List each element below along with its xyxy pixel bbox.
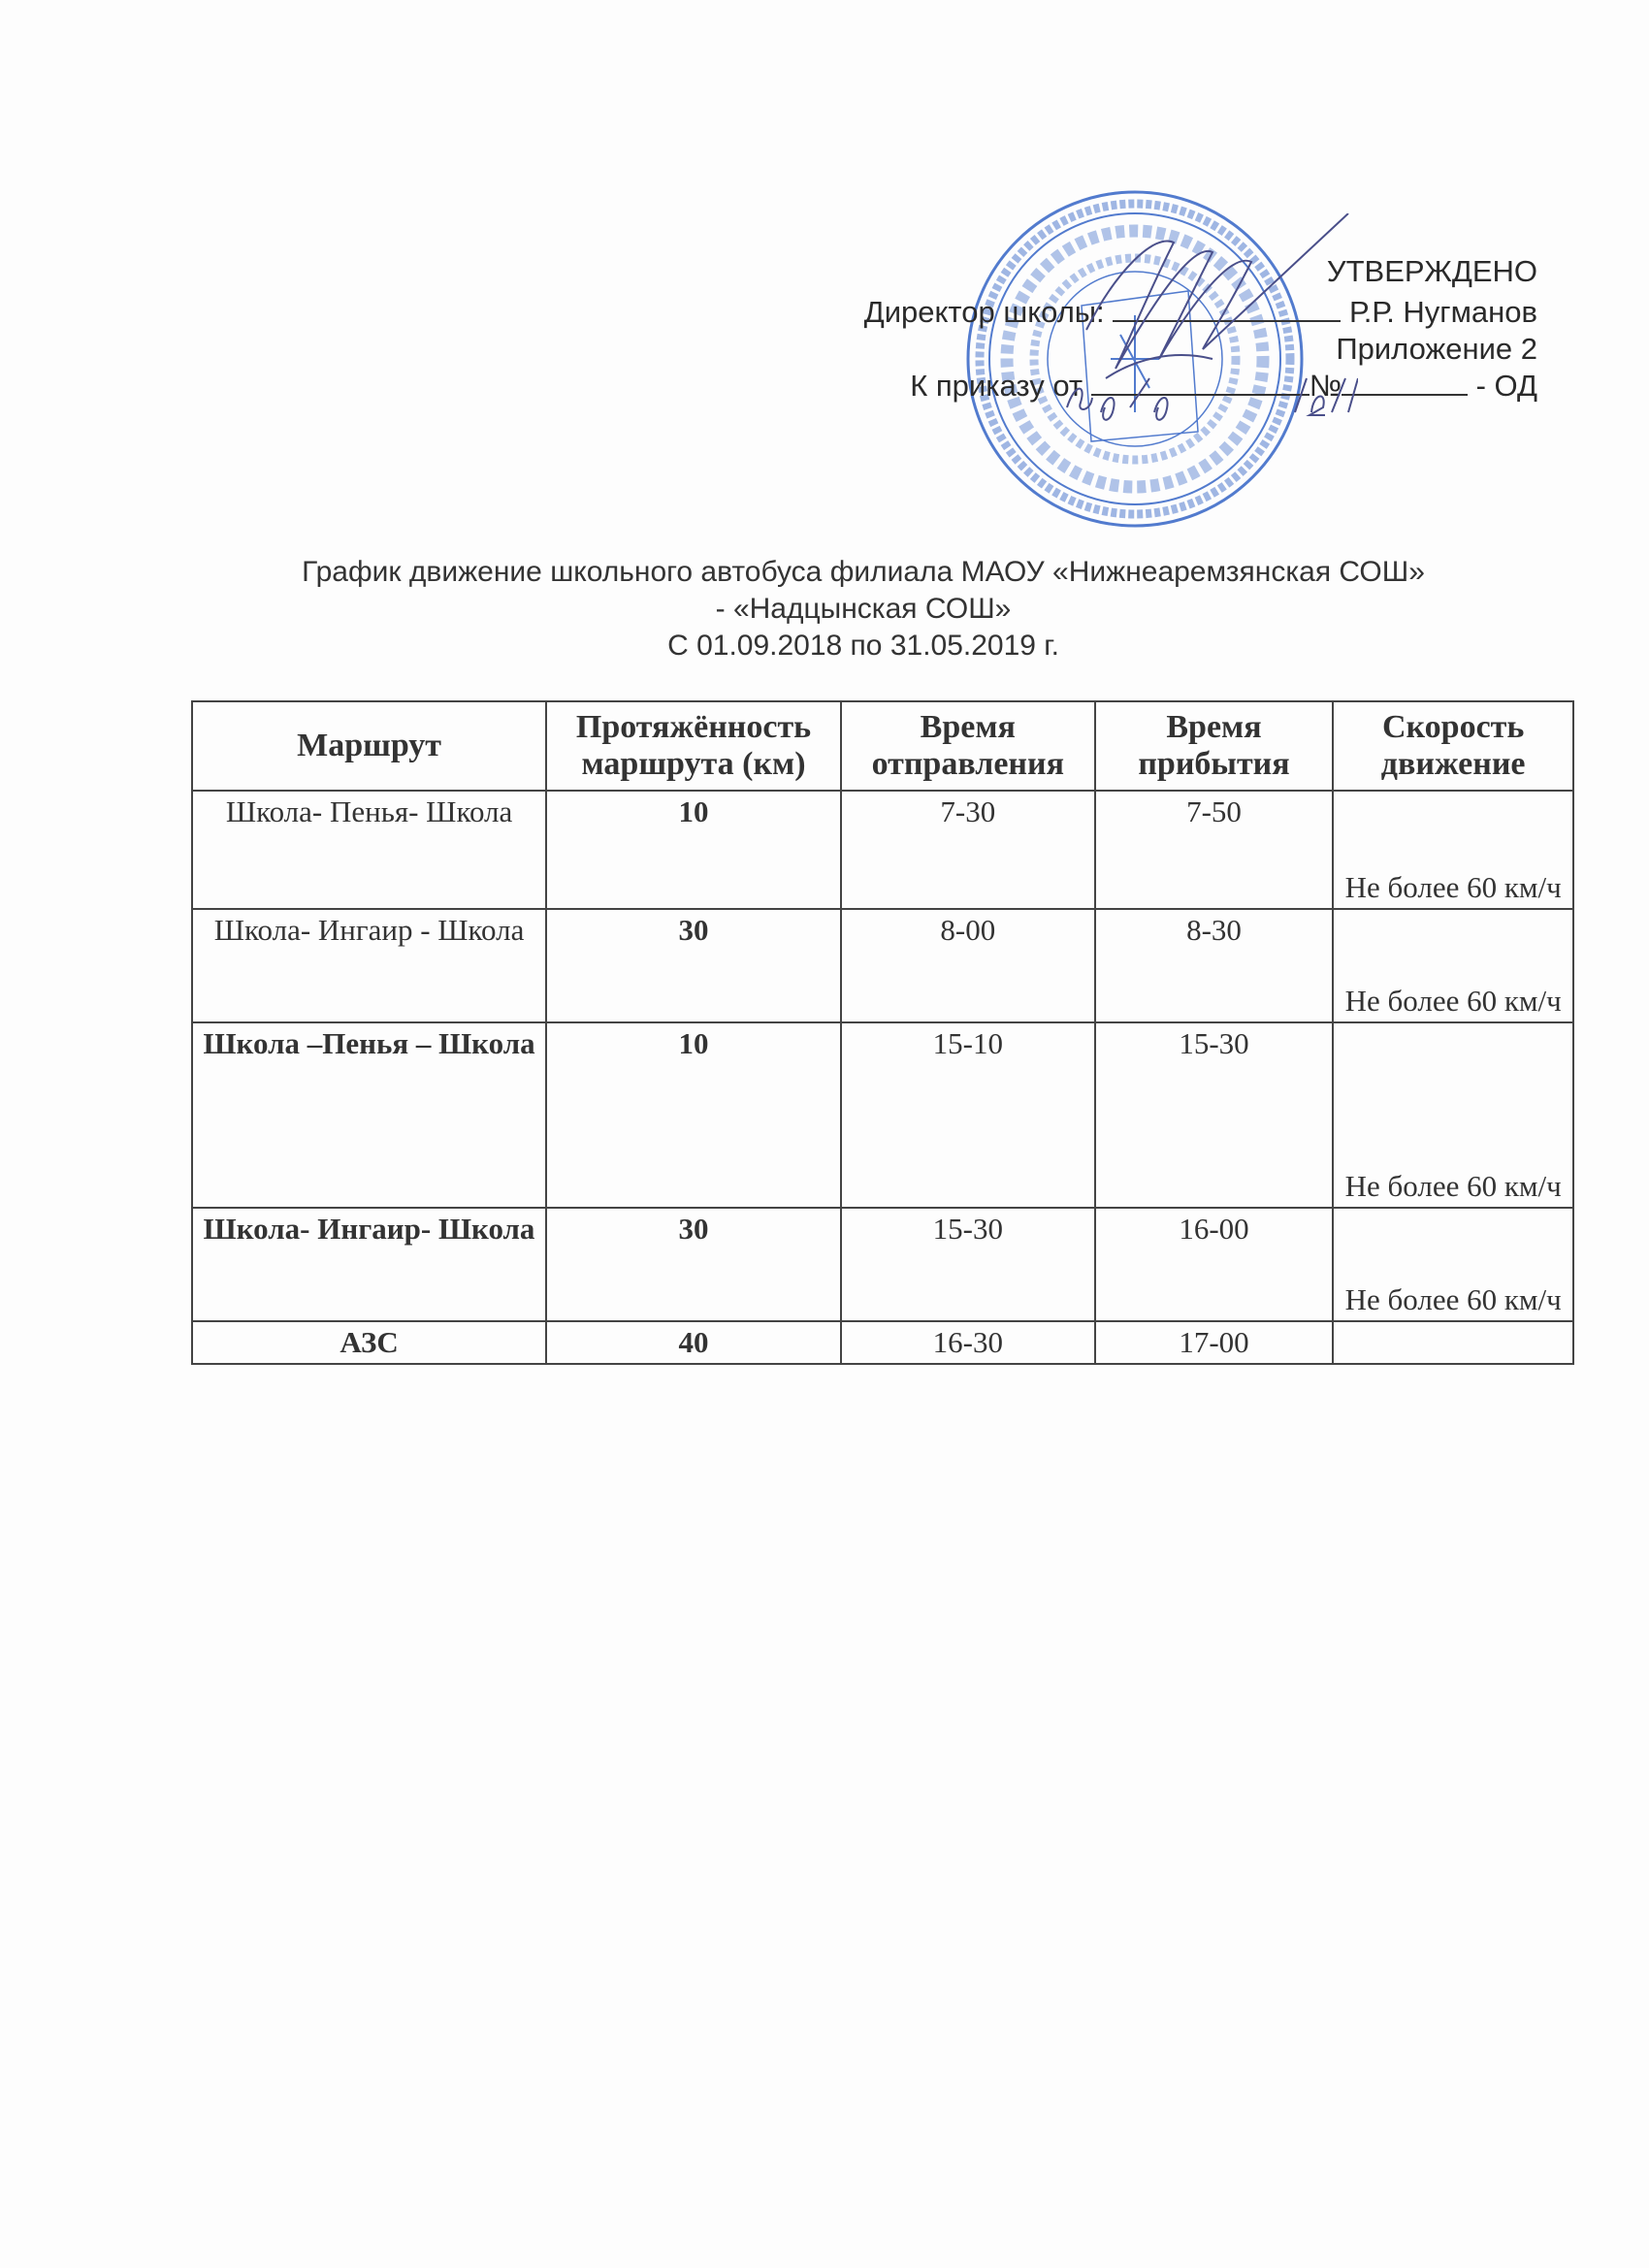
header-speed: Скорость движение [1333,701,1573,791]
speed-cell: Не более 60 км/ч [1333,1022,1573,1208]
table-header-row [192,701,1573,791]
route-cell: Школа- Пенья- Школа [192,791,546,909]
title-line-1: График движение школьного автобуса филиала МАОУ «Нижнеаремзянская СОШ» [302,556,1425,588]
arrival-cell: 16-00 [1095,1208,1334,1321]
route-cell: АЗС [192,1321,546,1364]
departure-cell: 15-30 [841,1208,1095,1321]
table-row [192,1022,1573,1208]
table-row [192,1208,1573,1321]
header-departure: Время отправления [841,701,1095,791]
arrival-cell: 15-30 [1095,1022,1334,1208]
title-line-3: С 01.09.2018 по 31.05.2019 г. [667,630,1059,662]
departure-cell: 16-30 [841,1321,1095,1364]
header-arrival: Время прибытия [1095,701,1334,791]
route-cell: Школа- Ингаир - Школа [192,909,546,1022]
route-cell: Школа –Пенья – Школа [192,1022,546,1208]
length-cell: 40 [546,1321,841,1364]
director-label: Директор школы: [863,295,1105,329]
table-row [192,909,1573,1022]
table-row [192,1321,1573,1364]
handwritten-signature [1048,213,1358,446]
route-cell: Школа- Ингаир- Школа [192,1208,546,1321]
header-route: Маршрут [192,701,546,791]
table-row [192,791,1573,909]
appendix-label: Приложение 2 [1336,332,1537,366]
number-sign: № [1309,369,1342,403]
director-name: Р.Р. Нугманов [1348,295,1537,329]
arrival-cell: 17-00 [1095,1321,1334,1364]
speed-cell: Не более 60 км/ч [1333,1208,1573,1321]
order-label: К приказу от [910,369,1083,403]
length-cell: 10 [546,1022,841,1208]
length-cell: 30 [546,1208,841,1321]
speed-cell [1333,1321,1573,1364]
speed-cell: Не более 60 км/ч [1333,909,1573,1022]
order-suffix: - ОД [1475,369,1537,403]
length-cell: 30 [546,909,841,1022]
order-number-line [1342,369,1468,396]
arrival-cell: 8-30 [1095,909,1334,1022]
speed-cell: Не более 60 км/ч [1333,791,1573,909]
departure-cell: 8-00 [841,909,1095,1022]
title-line-2: - «Надцынская СОШ» [715,593,1012,625]
bus-schedule-table [191,700,1574,1365]
length-cell: 10 [546,791,841,909]
arrival-cell: 7-50 [1095,791,1334,909]
departure-cell: 7-30 [841,791,1095,909]
departure-cell: 15-10 [841,1022,1095,1208]
approved-label: УТВЕРЖДЕНО [1326,254,1537,288]
header-length: Протяжённость маршрута (км) [546,701,841,791]
